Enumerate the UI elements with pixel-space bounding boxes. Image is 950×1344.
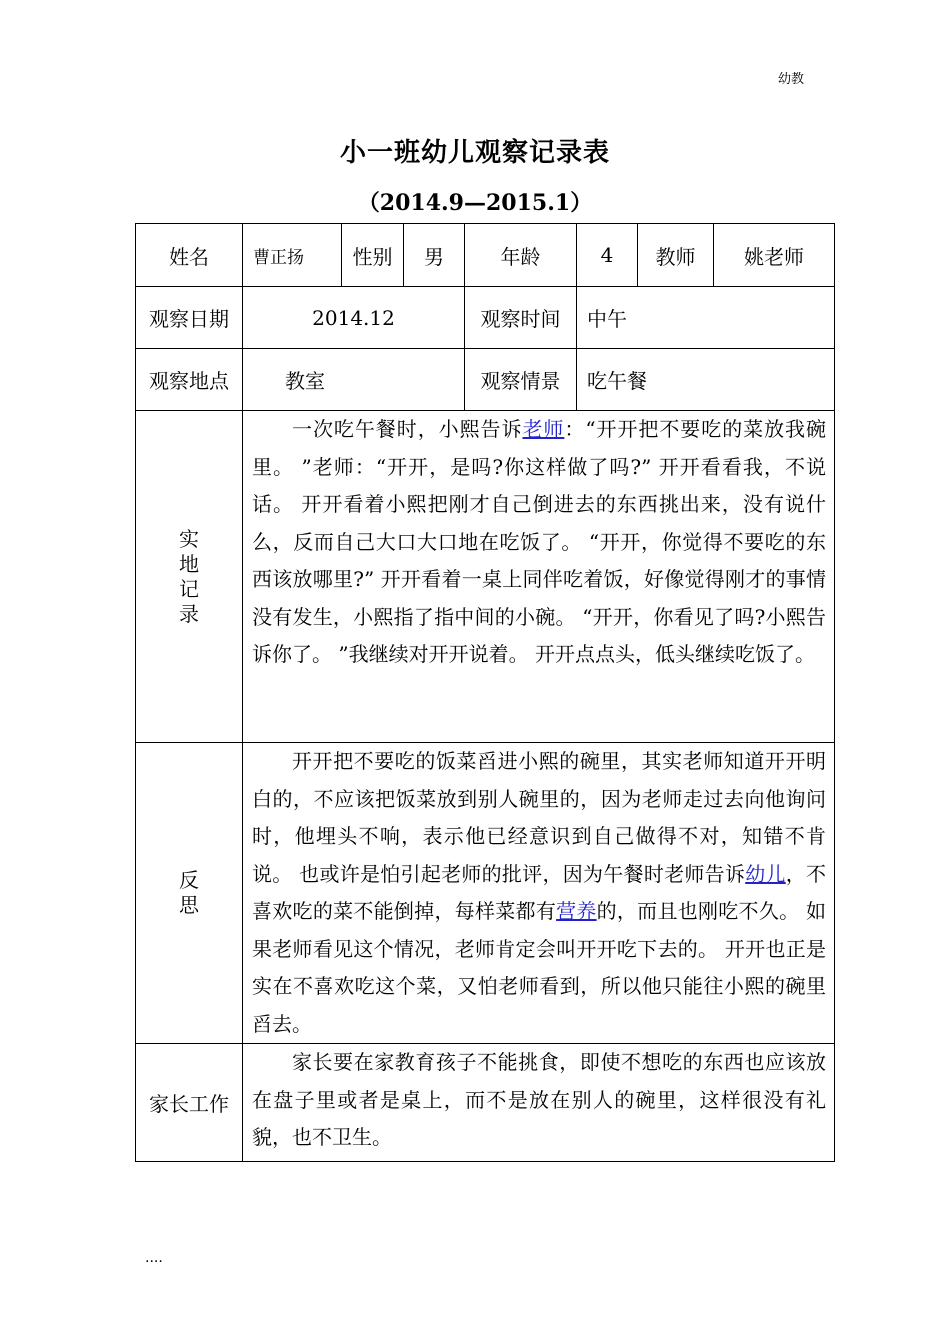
table-row <box>136 287 835 349</box>
record-text: 一次吃午餐时，小熙告诉老师：“开开把不要吃的菜放我碗里。 ”老师：“开开，是吗?你这样做了吗?” 开开看看我，不说话。 开开看着小熙把刚才自己倒进去的东西挑出来，没有说什么，反而自己大口大口地在吃饭了。 “开开，你觉得不要吃的东西该放哪里?” 开开看着一桌上同伴吃着饭，好像觉得刚才的事情没有发生，小熙指了指中间的小碗。 “开开，你看见了吗?小熙告诉你了。 ”我继续对开开说着。 开开点点头，低头继续吃饭了。 <box>243 411 835 743</box>
observation-table <box>135 223 835 1162</box>
time-label: 观察时间 <box>465 287 577 349</box>
link-teacher[interactable]: 老师 <box>522 417 565 441</box>
reflection-text: 开开把不要吃的饭菜舀进小熙的碗里，其实老师知道开开明白的，不应该把饭菜放到别人碗里的，因为老师走过去向他询问时，他埋头不响，表示他已经意识到自己做得不对，知错不肯说。 也或许是怕引起老师的批评，因为午餐时老师告诉幼儿，不喜欢吃的菜不能倒掉，每样菜都有营养的，而且也刚吃不久。 如果老师看见这个情况，老师肯定会叫开开吃下去的。 开开也正是实在不喜欢吃这个菜，又怕老师看到，所以他只能往小熙的碗里舀去。 <box>243 743 835 1044</box>
table-row <box>136 224 835 287</box>
teacher-value: 姚老师 <box>714 224 835 287</box>
table-row <box>136 1044 835 1162</box>
footer-dots: .... <box>145 1250 163 1266</box>
scene-label: 观察情景 <box>465 349 577 411</box>
link-children[interactable]: 幼儿 <box>745 861 786 886</box>
age-value: 4 <box>577 224 638 287</box>
gender-label: 性别 <box>342 224 404 287</box>
table-row <box>136 411 835 743</box>
table-row <box>136 743 835 1044</box>
time-value: 中午 <box>577 287 835 349</box>
date-label: 观察日期 <box>136 287 243 349</box>
place-label: 观察地点 <box>136 349 243 411</box>
place-value: 教室 <box>243 349 465 411</box>
name-value: 曹正扬 <box>243 224 342 287</box>
age-label: 年龄 <box>465 224 577 287</box>
scene-value: 吃午餐 <box>577 349 835 411</box>
date-value: 2014.12 <box>243 287 465 349</box>
parent-label: 家长工作 <box>136 1044 243 1162</box>
table-row <box>136 349 835 411</box>
link-nutrition[interactable]: 营养 <box>556 899 597 923</box>
page-title: 小一班幼儿观察记录表 <box>339 138 610 168</box>
page-subtitle: （2014.9—2015.1） <box>357 190 593 216</box>
gender-value: 男 <box>404 224 465 287</box>
parent-text: 家长要在家教育孩子不能挑食，即使不想吃的东西也应该放在盘子里或者是桌上，而不是放在别人的碗里，这样很没有礼貌，也不卫生。 <box>243 1044 835 1162</box>
reflection-label: 反 思 <box>136 743 243 1044</box>
name-label: 姓名 <box>136 224 243 287</box>
record-label: 实 地 记 录 <box>136 411 243 743</box>
teacher-label: 教师 <box>638 224 714 287</box>
header-label: 幼教 <box>778 72 805 87</box>
